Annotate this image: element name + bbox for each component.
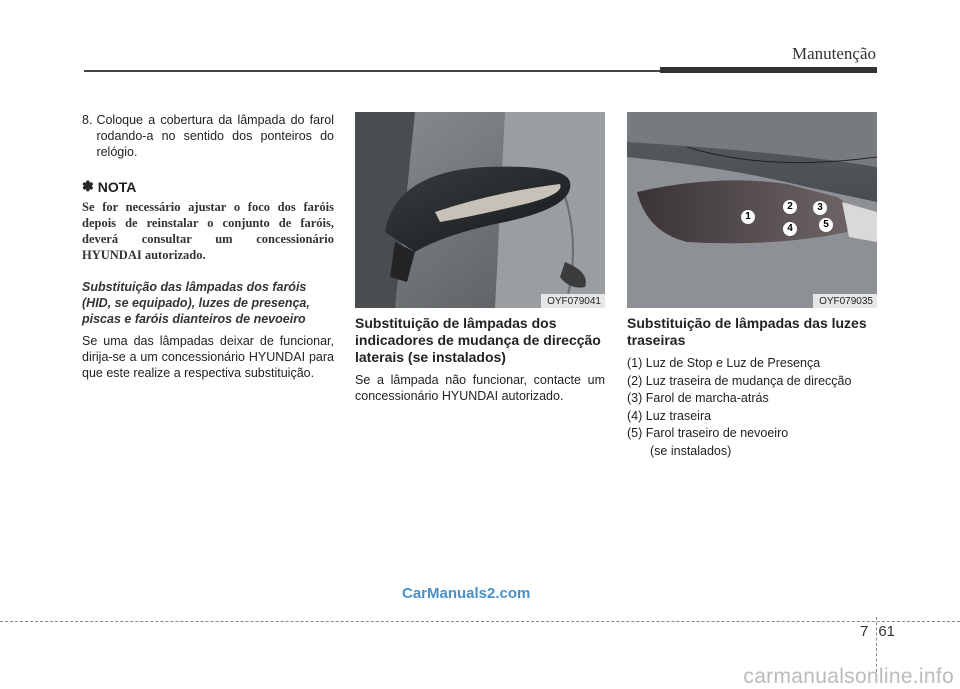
- column-middle: [355, 112, 605, 404]
- watermark-link[interactable]: CarManuals2.com: [402, 585, 531, 602]
- note-heading: [82, 178, 334, 195]
- callout-2: 2: [783, 200, 797, 214]
- callout-5: 5: [819, 218, 833, 232]
- side-indicator-paragraph: Se a lâmpada não funcionar, contacte um concessionário HYUNDAI autorizado.: [355, 373, 605, 403]
- rear-lamps-title: Substituição de lâmpadas das luzes traseiras: [627, 315, 867, 348]
- side-indicator-title: Substituição de lâmpadas dos indicadores de mudança de direcção laterais (se instalados): [355, 315, 601, 365]
- list-item: (3) Farol de marcha-atrás: [627, 391, 769, 405]
- rear-lamps-list: [627, 355, 877, 460]
- step-8: [82, 112, 334, 160]
- headlamp-paragraph: Se uma das lâmpadas deixar de funcionar, dirija-se a um concessionário HYUNDAI para que este realize a respectiva substituição.: [82, 334, 334, 380]
- step-text: Coloque a cobertura da lâmpada do farol rodando-a no sentido dos ponteiros do relógio.: [96, 113, 334, 159]
- column-left: [82, 112, 334, 381]
- headlamp-subheading: Substituição das lâmpadas dos faróis (HID, se equipado), luzes de presença, piscas e faróis dianteiros de nevoeiro: [82, 280, 310, 326]
- asterisk-icon: ✽: [82, 178, 94, 194]
- note-label: NOTA: [97, 178, 137, 195]
- list-item-note: (se instalados): [650, 443, 732, 458]
- page-number-value: 61: [878, 623, 896, 640]
- callout-1: 1: [741, 210, 755, 224]
- list-item: (2) Luz traseira de mudança de direcção: [627, 373, 852, 388]
- column-right: [627, 112, 877, 460]
- photo-code: OYF079041: [541, 294, 605, 308]
- side-mirror-photo: [355, 112, 605, 308]
- page-section-title: Manutenção: [791, 44, 876, 63]
- chapter-number: 7: [860, 623, 869, 640]
- footer-watermark: carmanualsonline.info: [743, 665, 954, 688]
- step-number: 8.: [82, 113, 93, 127]
- page-number: [860, 623, 895, 640]
- list-item: (4) Luz traseira: [627, 408, 712, 423]
- photo-code: OYF079035: [813, 294, 877, 308]
- footer-rule: [0, 621, 960, 622]
- callout-3: 3: [813, 201, 827, 215]
- header-rule-accent: [660, 67, 877, 73]
- tail-lamp-photo: [627, 112, 877, 308]
- callout-4: 4: [783, 222, 797, 236]
- header-rule: [84, 70, 662, 72]
- note-text: Se for necessário ajustar o foco dos faróis depois de reinstalar o conjunto de faróis, deverá consultar um concessionário HYUNDAI autorizado.: [82, 200, 334, 262]
- list-item: (1) Luz de Stop e Luz de Presença: [627, 356, 821, 370]
- list-item: (5) Farol traseiro de nevoeiro: [627, 426, 789, 440]
